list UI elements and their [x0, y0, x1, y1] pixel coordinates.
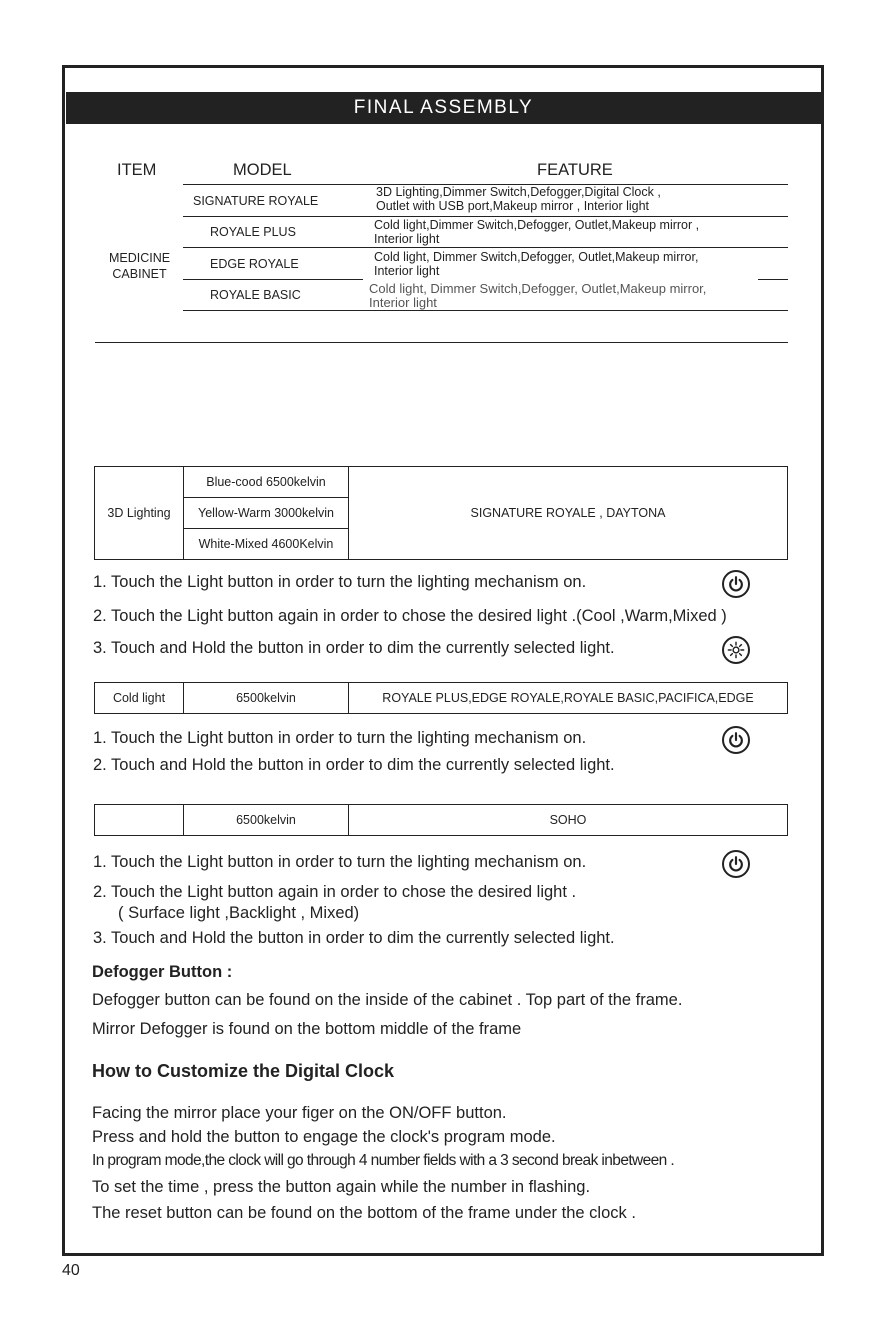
cold-light-kelvin: 6500kelvin: [184, 683, 349, 713]
feature-line: Interior light: [374, 232, 440, 246]
step-text: 2. Touch the Light button again in order to chose the desired light .: [93, 883, 577, 901]
clock-text: Press and hold the button to engage the clock's program mode.: [92, 1128, 556, 1146]
dimmer-sun-icon: [722, 636, 750, 664]
divider: [758, 279, 788, 280]
cold-light-models: ROYALE PLUS,EDGE ROYALE,ROYALE BASIC,PACIFICA,EDGE: [382, 691, 754, 705]
feature-line: 3D Lighting,Dimmer Switch,Defogger,Digital Clock ,: [376, 185, 661, 199]
step-text: 1. Touch the Light button in order to turn the lighting mechanism on.: [93, 573, 587, 591]
model-cell: SIGNATURE ROYALE: [193, 194, 319, 208]
page-number: 40: [62, 1262, 80, 1279]
step-text: 3. Touch and Hold the button in order to dim the currently selected light.: [93, 639, 615, 657]
feature-line: Interior light: [374, 264, 440, 278]
clock-text: The reset button can be found on the bottom of the frame under the clock .: [92, 1204, 636, 1222]
lighting-option: White-Mixed 4600Kelvin: [184, 529, 349, 559]
item-line: CABINET: [112, 267, 167, 281]
item-line: MEDICINE: [108, 251, 171, 265]
feature-cell: [374, 250, 698, 278]
divider: [183, 247, 788, 248]
feature-line: Cold light, Dimmer Switch,Defogger, Outlet,Makeup mirror,: [374, 250, 699, 264]
defogger-heading: Defogger Button :: [92, 963, 233, 981]
lighting-option: Blue-cood 6500kelvin: [184, 467, 349, 498]
clock-text: In program mode,the clock will go through 4 number fields with a 3 second break inbetween .: [92, 1152, 675, 1169]
divider: [183, 310, 788, 311]
page-title: FINAL ASSEMBLY: [66, 92, 821, 124]
cold-light-table: [94, 682, 788, 714]
soho-label: [95, 805, 184, 835]
header-item: ITEM: [117, 161, 157, 179]
step-text: 1. Touch the Light button in order to turn the lighting mechanism on.: [93, 853, 587, 871]
power-icon: [722, 850, 750, 878]
lighting-3d-table: [94, 466, 788, 560]
power-icon: [722, 570, 750, 598]
divider: [183, 279, 363, 280]
model-cell: EDGE ROYALE: [210, 257, 299, 271]
divider: [95, 342, 788, 343]
clock-text: To set the time , press the button again while the number in flashing.: [92, 1178, 591, 1196]
lighting-option: Yellow-Warm 3000kelvin: [184, 498, 349, 529]
divider: [183, 216, 788, 217]
defogger-text: Defogger button can be found on the inside of the cabinet . Top part of the frame.: [92, 991, 683, 1009]
step-text: ( Surface light ,Backlight , Mixed): [118, 904, 360, 922]
clock-heading: How to Customize the Digital Clock: [92, 1061, 395, 1081]
header-feature: FEATURE: [537, 161, 613, 179]
step-text: 2. Touch the Light button again in order to chose the desired light .(Cool ,Warm,Mixed ): [93, 607, 727, 625]
cold-light-label: Cold light: [95, 683, 184, 713]
lighting-3d-models: SIGNATURE ROYALE , DAYTONA: [470, 506, 666, 520]
model-cell: ROYALE PLUS: [210, 225, 296, 239]
feature-line: Interior light: [369, 295, 437, 310]
clock-text: Facing the mirror place your figer on the ON/OFF button.: [92, 1104, 507, 1122]
soho-table: [94, 804, 788, 836]
feature-line: Cold light, Dimmer Switch,Defogger, Outlet,Makeup mirror,: [369, 281, 707, 296]
step-text: 2. Touch and Hold the button in order to dim the currently selected light.: [93, 756, 615, 774]
step-text: 3. Touch and Hold the button in order to dim the currently selected light.: [93, 929, 615, 947]
header-model: MODEL: [233, 161, 292, 179]
soho-models: SOHO: [549, 813, 587, 827]
step-text: 1. Touch the Light button in order to turn the lighting mechanism on.: [93, 729, 587, 747]
lighting-3d-label: 3D Lighting: [95, 467, 184, 559]
item-cell: [102, 250, 177, 282]
feature-line: Cold light,Dimmer Switch,Defogger, Outlet,Makeup mirror ,: [374, 218, 700, 232]
power-icon: [722, 726, 750, 754]
model-cell: ROYALE BASIC: [210, 288, 301, 302]
feature-line: Outlet with USB port,Makeup mirror , Interior light: [376, 199, 650, 213]
feature-cell: [374, 218, 699, 246]
defogger-text: Mirror Defogger is found on the bottom middle of the frame: [92, 1020, 522, 1038]
soho-kelvin: 6500kelvin: [184, 805, 349, 835]
feature-cell: [369, 282, 706, 310]
feature-cell: [376, 185, 661, 213]
